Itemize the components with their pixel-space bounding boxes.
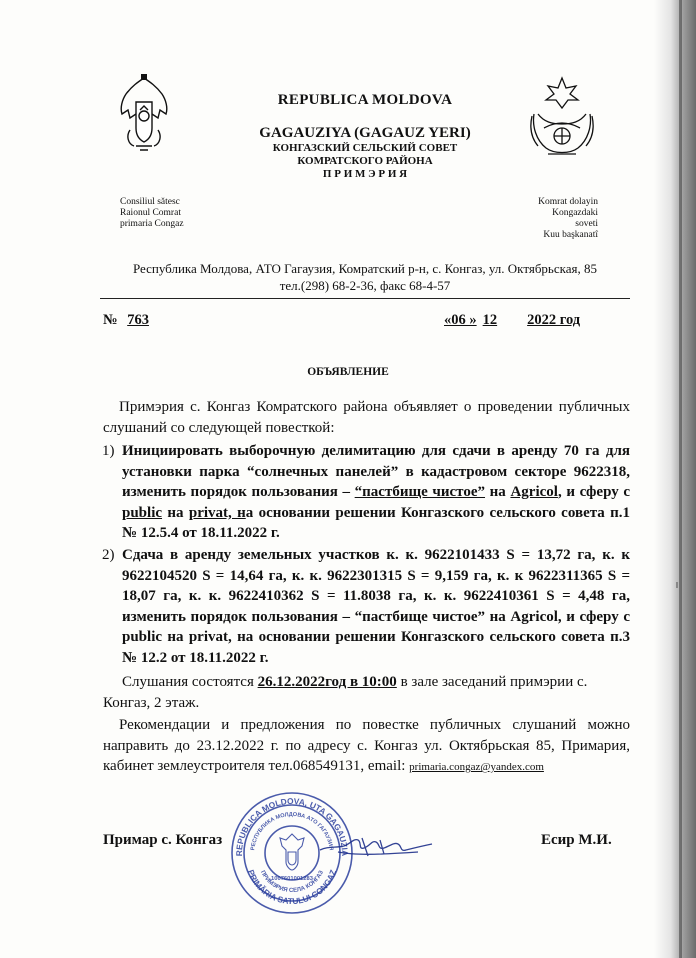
document-date <box>444 312 580 329</box>
stamp-region: РЕСПУБЛИКА МОЛДОВА АТО ГАГАУЗИЯ <box>250 811 334 851</box>
moldova-coat-of-arms-icon <box>114 72 174 158</box>
hearing-text: Слушания состоятся <box>122 674 254 690</box>
agenda-item-underlined: Agricol <box>510 484 558 501</box>
header-left-line: Consiliul sătesc <box>120 197 180 207</box>
agenda-item-text: на <box>489 484 506 501</box>
date-year: 2022 год <box>527 312 581 328</box>
agenda-item-text: Сдача в аренду земельных участков к. к. 9622101433 S = 13,72 га, к. к 9622104520 S = 14,64 га, к. к. 9622301315 S = 9,159 га, к. к 9622311365 S = 18,07 га, к. к. 9622410362 S = 11.8038 га, к. к. 9622410361 S = 4,48 га, изменить порядок пользования – “пастбище чистое” на Agricol, и сферу с public на privat, на основании решении Конгазского сельского совета п.3 № 12.2 от 18.11.2022 г. <box>122 547 630 666</box>
hearing-datetime: 26.12.2022год в 10:00 <box>257 674 397 690</box>
recommend-paragraph <box>103 715 630 778</box>
number-label: № <box>103 312 118 328</box>
agenda-item-1 <box>102 441 631 544</box>
header-left-line: primaria Congaz <box>120 219 184 229</box>
stamp-code: 1007601001283 <box>271 876 313 882</box>
gagauzia-coat-of-arms-icon <box>524 74 600 160</box>
scan-edge-shadow <box>654 0 696 958</box>
scan-edge-line <box>679 0 682 958</box>
header-right-block <box>538 197 598 241</box>
mayor-title: Примар с. Конгаз <box>103 832 223 848</box>
hearing-paragraph <box>103 672 630 713</box>
country-name: REPUBLICA MOLDOVA <box>277 92 453 108</box>
stamp-bottom: PRIMĂRIA SATULUI CONGAZ <box>245 868 339 907</box>
header-divider <box>100 298 630 299</box>
stamp-outer-top: REPUBLICA MOLDOVA, UTA GAGAUZIA <box>233 795 351 857</box>
date-day: «06 » <box>444 312 477 328</box>
agenda-item-underlined: public <box>122 504 163 521</box>
agenda-item-text: а основании решении Конгазского сельского совета п.1 № 12.5.4 от 18.11.2022 г. <box>122 504 631 542</box>
header-right-line: Kuu başkanatî <box>543 230 598 240</box>
hearing-text: в зале заседаний примэрии с. Конгаз, 2 этаж. <box>103 674 588 711</box>
document-title: ОБЪЯВЛЕНИЕ <box>307 366 389 378</box>
agenda-item-text: на <box>167 504 184 521</box>
date-month: 12 <box>482 312 498 328</box>
document-number-line <box>103 312 618 329</box>
header-right-line: Komrat dolayin <box>538 197 598 207</box>
mayor-name: Есир М.И. <box>541 832 612 848</box>
header-right-line: Kongazdaki soveti <box>552 208 598 229</box>
agenda-item-2 <box>102 545 630 669</box>
email-link[interactable]: primaria.congaz@yandex.com <box>409 761 544 774</box>
agenda-item-text: Инициировать выборочную делимитацию для сдачи в аренду 70 га для установки парка “солнечных панелей” в кадастровом секторе 9622318, изменить порядок пользования – <box>122 443 630 501</box>
header-left-block <box>120 197 184 230</box>
council-name: КОНГАЗСКИЙ СЕЛЬСКИЙ СОВЕТ <box>272 142 458 154</box>
district-name: КОМРАТСКОГО РАЙОНА <box>297 155 433 167</box>
agenda-item-text: , и сферу с <box>557 484 631 501</box>
address-line: Республика Молдова, АТО Гагаузия, Комратский р-н, с. Конгаз, ул. Октябрьская, 85 <box>132 261 598 276</box>
agenda-item-number: 1) <box>102 443 115 459</box>
office-name: П Р И М Э Р И Я <box>322 168 408 180</box>
agenda-item-underlined: privat, н <box>188 504 246 521</box>
phone-line: тел.(298) 68-2-36, факс 68-4-57 <box>279 278 451 293</box>
agenda-item-number: 2) <box>102 547 115 563</box>
agenda-item-underlined: “пастбище чистое” <box>354 484 486 501</box>
intro-paragraph: Примэрия с. Конгаз Комратского района объявляет о проведении публичных слушаний со следующей повесткой: <box>103 399 630 436</box>
recommend-text: Рекомендации и предложения по повестке публичных слушаний можно направить до 23.12.2022 г. по адресу с. Конгаз ул. Октябрьская 85, Примария, кабинет землеустроителя тел.068549131, email: <box>103 717 630 775</box>
region-name: GAGAUZIYA (GAGAUZ YERI) <box>259 125 471 141</box>
header-left-line: Raionul Comrat <box>120 208 181 218</box>
handwritten-signature <box>318 826 438 864</box>
document-number: 763 <box>127 312 149 328</box>
scan-mark <box>676 582 678 588</box>
stamp-inner: ПРИМЭРИЯ СЕЛА КОНГАЗ <box>258 869 325 895</box>
